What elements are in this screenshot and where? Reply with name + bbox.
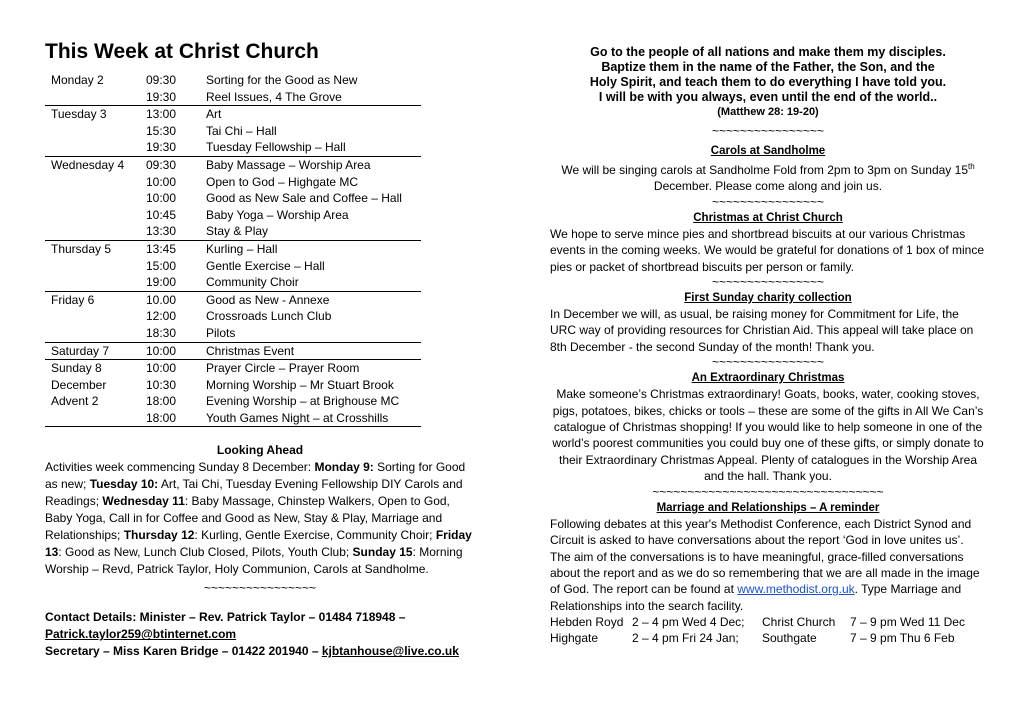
schedule-time: 09:30 <box>146 156 206 173</box>
schedule-time: 10.00 <box>146 291 206 308</box>
marriage-text-a: Following debates at this year's Methodist Conference, each District Synod and Circuit is asked to have conversations about the report ‘God in love unites us’. The aim of the conversations is to have meaningful, grace-filled conversations about the report and as we do so remembering that we are all made in the image of God. The report can be found at <box>550 516 980 597</box>
schedule-day: Thursday 5 <box>45 240 146 257</box>
divider: ~~~~~~~~~~~~~~~~ <box>711 194 825 209</box>
secretary-email-link[interactable]: kjbtanhouse@live.co.uk <box>321 644 459 659</box>
schedule-day: Saturday 7 <box>45 342 146 360</box>
venue-when: 2 – 4 pm Fri 24 Jan; <box>632 631 739 646</box>
schedule-event: Tuesday Fellowship – Hall <box>206 140 346 155</box>
christmas-text: We hope to serve mince pies and shortbread biscuits at our various Christmas events in the coming weeks. We would be grateful for donations of 1 box of mince pies or packet of shortbread biscuits per person or family. <box>550 226 985 274</box>
looking-ahead-text <box>45 459 475 578</box>
left-column <box>45 40 475 660</box>
sunday-label: Sunday 15 <box>352 545 413 560</box>
thursday-label: Thursday 12 <box>123 528 195 543</box>
schedule-event: Prayer Circle – Prayer Room <box>206 360 421 377</box>
schedule-event: Community Choir <box>206 275 299 290</box>
divider: ~~~~~~~~~~~~~~~~ <box>711 275 825 290</box>
schedule-row <box>45 72 421 89</box>
schedule-time: 10:00 <box>146 191 177 206</box>
tuesday-text: Art, Tai Chi, Tuesday Evening Fellowship DIY Carols and Readings; <box>45 477 463 509</box>
schedule-event: Morning Worship – Mr Stuart Brook <box>206 377 394 392</box>
schedule-day <box>45 258 146 275</box>
friday-text: : Good as New, Lunch Club Closed, Pilots, Youth Club; <box>58 545 353 560</box>
contact-details <box>45 609 475 660</box>
venue-when: 7 – 9 pm Wed 11 Dec <box>850 615 965 630</box>
carols-sup: th <box>968 162 975 171</box>
schedule-row <box>45 291 421 308</box>
schedule-day <box>45 174 146 191</box>
schedule-time: 10:00 <box>146 174 177 189</box>
schedule-row <box>45 342 421 360</box>
carols-heading: Carols at Sandholme <box>710 145 826 157</box>
schedule-row <box>45 223 421 240</box>
verse-line: Baptize them in the name of the Father, the Son, and the <box>601 60 935 74</box>
venues-table <box>550 614 980 646</box>
schedule-time: 15:30 <box>146 123 177 138</box>
venue-row <box>550 630 980 646</box>
extraordinary-text: Make someone’s Christmas extraordinary! Goats, books, water, cooking stoves, pigs, potatoes, bikes, chicks or tools – these are some of the gifts in All We Can’s catalogue of Christmas shopping! If you would like to help someone in one of the world’s poorest communities you could buy one of these gifts, or simply donate to their Extraordinary Christmas Appeal. Plenty of catalogues in the Worship Area and the hall. Thank you. <box>552 387 984 484</box>
schedule-row <box>45 325 421 342</box>
minister-email-link[interactable]: Patrick.taylor259@btinternet.com <box>45 627 237 642</box>
schedule-row <box>45 139 421 156</box>
schedule-event: Open to God – Highgate MC <box>206 174 359 189</box>
schedule-event: Youth Games Night – at Crosshills <box>206 410 421 427</box>
schedule-time: 19:30 <box>146 89 177 104</box>
schedule-day: Advent 2 <box>51 394 99 409</box>
tuesday-label: Tuesday 10: <box>89 477 159 492</box>
wednesday-label: Wednesday 11 <box>102 494 185 509</box>
verse-line: Go to the people of all nations and make them my disciples. <box>590 45 946 59</box>
schedule-row <box>45 377 421 394</box>
schedule-event: Art <box>206 106 421 123</box>
monday-label: Monday 9: <box>314 460 374 475</box>
venue-when: 7 – 9 pm Thu 6 Feb <box>850 631 955 646</box>
venue-row <box>550 614 980 630</box>
schedule-day <box>45 139 146 156</box>
schedule-event: Christmas Event <box>206 342 421 360</box>
schedule-day: December <box>51 377 107 392</box>
secretary-contact <box>45 643 475 660</box>
schedule-time: 18:00 <box>146 410 206 427</box>
schedule-row <box>45 89 421 106</box>
marriage-text-b: . Type Marriage and Relationships into the search facility. <box>550 582 962 613</box>
schedule-event: Tai Chi – Hall <box>206 123 277 138</box>
schedule-row <box>45 258 421 275</box>
schedule-day <box>45 207 146 224</box>
schedule-event: Evening Worship – at Brighouse MC <box>206 394 400 409</box>
divider: ~~~~~~~~~~~~~~~~ <box>711 355 825 370</box>
schedule-day <box>45 223 146 240</box>
monday-text: Sorting for Good as new; <box>45 460 466 492</box>
marriage-heading: Marriage and Relationships – A reminder <box>656 501 880 514</box>
extraordinary-heading: An Extraordinary Christmas <box>691 372 845 385</box>
venue-place: Highgate <box>550 631 599 646</box>
divider: ~~~~~~~~~~~~~~~~ <box>711 124 825 138</box>
christmas-heading: Christmas at Christ Church <box>693 211 843 224</box>
carols-text <box>550 159 986 195</box>
right-column <box>550 45 986 646</box>
schedule-day <box>45 123 146 140</box>
schedule-row <box>45 156 421 173</box>
marriage-text <box>550 516 986 614</box>
schedule-event: Good as New - Annexe <box>206 291 421 308</box>
schedule-event: Kurling – Hall <box>206 240 421 257</box>
schedule-row <box>45 106 421 123</box>
minister-contact: Contact Details: Minister – Rev. Patrick Taylor – 01484 718948 – <box>45 610 406 625</box>
looking-ahead-intro: Activities week commencing Sunday 8 December: <box>45 460 315 475</box>
schedule-day <box>45 274 146 291</box>
venue-place: Southgate <box>762 631 817 646</box>
charity-text: In December we will, as usual, be raising money for Commitment for Life, the URC way of providing resources for Christian Aid. This appeal will take place on 8th December - the second Sunday of the month! Thank you. <box>550 307 974 354</box>
page-title: This Week at Christ Church <box>45 40 319 63</box>
schedule-row <box>45 123 421 140</box>
schedule-day: Friday 6 <box>45 291 146 308</box>
verse-line: I will be with you always, even until the end of the world.. <box>598 90 938 104</box>
charity-heading: First Sunday charity collection <box>684 292 852 305</box>
schedule-day <box>45 89 146 106</box>
schedule-day <box>45 190 146 207</box>
schedule-event: Sorting for the Good as New <box>206 73 358 87</box>
schedule-day <box>45 308 146 325</box>
carols-text-a: We will be singing carols at Sandholme Fold from 2pm to 3pm on Sunday 15 <box>561 163 968 177</box>
methodist-website-link[interactable]: www.methodist.org.uk <box>737 582 855 597</box>
schedule-time: 18:00 <box>146 394 177 409</box>
divider: ~~~~~~~~~~~~~~~~~~~~~~~~~~~~~~~~~ <box>652 484 884 499</box>
schedule-event: Pilots <box>206 325 236 340</box>
schedule-event: Gentle Exercise – Hall <box>206 258 325 273</box>
sunday-text: : Morning Worship – Revd, Patrick Taylor, Holy Communion, Carols at Sandholme. <box>45 545 463 577</box>
schedule-time: 19:30 <box>146 140 177 155</box>
schedule-time: 15:00 <box>146 258 177 273</box>
schedule-row <box>45 190 421 207</box>
schedule-day: Monday 2 <box>51 73 104 87</box>
schedule-time: 18:30 <box>146 325 177 340</box>
schedule-row <box>45 393 421 410</box>
schedule-time: 10:00 <box>146 360 206 377</box>
secretary-text: Secretary – Miss Karen Bridge – 01422 201940 – <box>45 644 322 659</box>
schedule-time: 19:00 <box>146 275 177 290</box>
schedule-time: 13:00 <box>146 106 206 123</box>
schedule-row <box>45 308 421 325</box>
scripture-verse <box>550 45 986 105</box>
carols-text-b: December. Please come along and join us. <box>653 179 883 194</box>
schedule-row <box>45 274 421 291</box>
looking-ahead-heading: Looking Ahead <box>216 443 304 458</box>
schedule-row <box>45 207 421 224</box>
thursday-text: : Kurling, Gentle Exercise, Community Choir; <box>194 528 436 543</box>
schedule-day: Tuesday 3 <box>45 106 146 123</box>
schedule-event: Stay & Play <box>206 224 269 239</box>
schedule-row <box>45 410 421 427</box>
schedule-event: Baby Massage – Worship Area <box>206 156 421 173</box>
schedule-time: 12:00 <box>146 309 177 324</box>
venue-place: Christ Church <box>762 615 836 630</box>
venue-place: Hebden Royd <box>550 615 624 630</box>
schedule-day <box>45 410 146 427</box>
schedule-event: Baby Yoga – Worship Area <box>206 207 349 222</box>
schedule-day: Wednesday 4 <box>45 156 146 173</box>
divider: ~~~~~~~~~~~~~~~~ <box>203 581 317 596</box>
schedule-event: Crossroads Lunch Club <box>206 309 332 324</box>
friday-label: Friday 13 <box>45 528 472 560</box>
venue-when: 2 – 4 pm Wed 4 Dec; <box>632 615 745 630</box>
schedule-row <box>45 240 421 257</box>
weekly-schedule-table <box>45 72 421 427</box>
schedule-time: 10:30 <box>146 377 177 392</box>
schedule-time: 09:30 <box>146 73 177 87</box>
schedule-time: 13:30 <box>146 224 177 239</box>
schedule-day: Sunday 8 <box>45 360 146 377</box>
schedule-time: 10:00 <box>146 342 206 360</box>
wednesday-text: : Baby Massage, Chinstep Walkers, Open to God, Baby Yoga, Call in for Coffee and Good as New, Stay & Play, Marriage and Relationships; <box>45 494 450 543</box>
schedule-event: Good as New Sale and Coffee – Hall <box>206 191 402 206</box>
schedule-event: Reel Issues, 4 The Grove <box>206 89 342 104</box>
schedule-row <box>45 360 421 377</box>
schedule-row <box>45 174 421 191</box>
verse-line: Holy Spirit, and teach them to do everything I have told you. <box>589 75 947 89</box>
verse-reference: (Matthew 28: 19-20) <box>717 106 819 118</box>
schedule-time: 10:45 <box>146 207 177 222</box>
schedule-time: 13:45 <box>146 240 206 257</box>
schedule-day <box>45 325 146 342</box>
